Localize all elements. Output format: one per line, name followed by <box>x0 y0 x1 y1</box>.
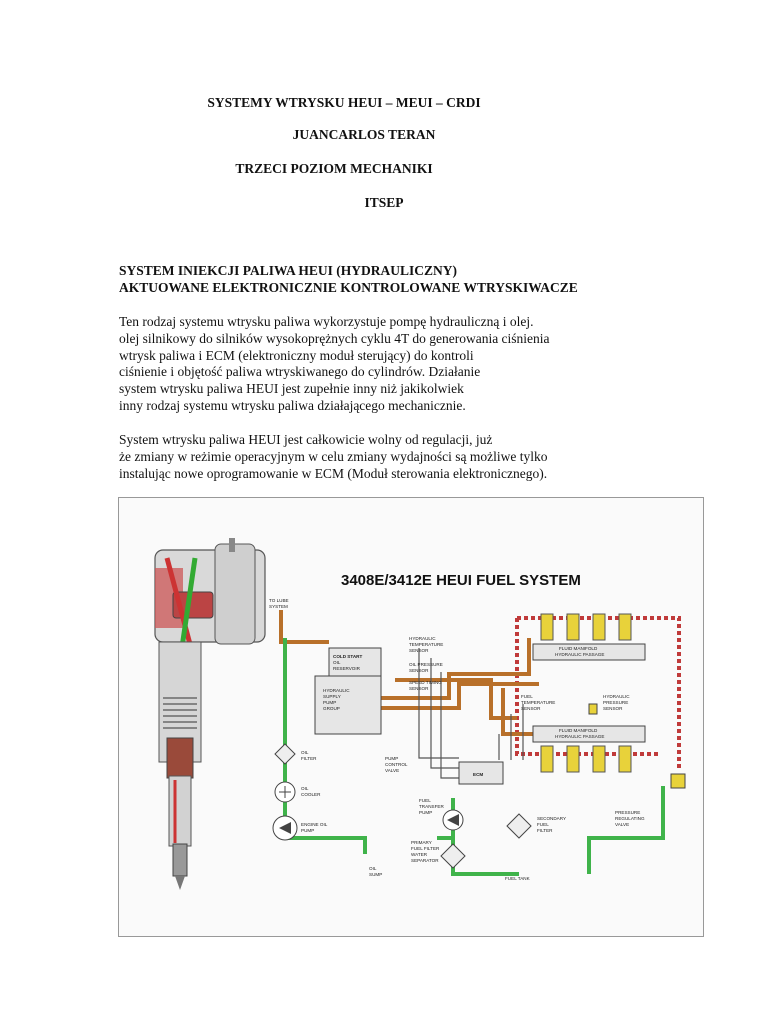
manifold-bottom-label: HYDRAULIC PASSAGE <box>555 734 605 739</box>
fuel-temp-label: TEMPERATURE <box>521 700 556 705</box>
pressure-reg-label: PRESSURE <box>615 810 641 815</box>
paragraph-line: inny rodzaj systemu wtrysku paliwa działającego mechanicznie. <box>119 397 466 413</box>
hydraulic-pressure-sensor <box>589 704 597 714</box>
paragraph-1 <box>119 314 679 415</box>
manifold-top-label: FLUID MANIFOLD <box>559 646 598 651</box>
oil-sump-label: SUMP <box>369 872 383 877</box>
oil-pressure-label: OIL PRESSURE <box>409 662 443 667</box>
paragraph-2 <box>119 432 679 482</box>
injector <box>593 614 605 640</box>
heui-fuel-system-figure <box>118 497 704 937</box>
injector <box>567 614 579 640</box>
pressure-regulating-valve <box>671 774 685 788</box>
injector <box>541 746 553 772</box>
fuel-system-diagram <box>119 498 703 936</box>
hydraulic-pump-block <box>315 676 381 734</box>
manifold-top-label: HYDRAULIC PASSAGE <box>555 652 605 657</box>
injector <box>541 614 553 640</box>
document-title: SYSTEMY WTRYSKU HEUI – MEUI – CRDI <box>207 95 481 110</box>
injector <box>593 746 605 772</box>
primary-filter-label: FUEL FILTER <box>411 846 440 851</box>
fuel-tank-label: FUEL TANK <box>505 876 530 881</box>
fuel-transfer-label: TRANSFER <box>419 804 444 809</box>
engine-oil-pump-label: PUMP <box>301 828 315 833</box>
injector-cutaway <box>155 538 265 890</box>
manifold-bottom-label: FLUID MANIFOLD <box>559 728 598 733</box>
paragraph-line: system wtrysku paliwa HEUI jest zupełnie inny niż jakikolwiek <box>119 381 464 397</box>
cold-start-label: COLD START <box>333 654 363 659</box>
speed-timing-label: SPEED TIMING <box>409 680 442 685</box>
paragraph-line: instalując nowe oprogramowanie w ECM (Moduł sterowania elektronicznego). <box>119 465 548 481</box>
to-lube-label: TO LUBE <box>269 598 289 603</box>
engine-oil-pump-label: ENGINE OIL <box>301 822 328 827</box>
fuel-temp-label: SENSOR <box>521 706 541 711</box>
hydraulic-pressure-label: SENSOR <box>603 706 623 711</box>
hydraulic-temp-label: SENSOR <box>409 648 429 653</box>
hydraulic-pump-label: SUPPLY <box>323 694 341 699</box>
oil-filter <box>275 744 295 764</box>
pump-control-label: CONTROL <box>385 762 408 767</box>
hydraulic-temp-label: TEMPERATURE <box>409 642 444 647</box>
hydraulic-pump-label: HYDRAULIC <box>323 688 350 693</box>
fuel-temp-label: FUEL <box>521 694 533 699</box>
secondary-filter-label: FUEL <box>537 822 549 827</box>
figure-title: 3408E/3412E HEUI FUEL SYSTEM <box>341 572 581 589</box>
pressure-reg-label: VALVE <box>615 822 630 827</box>
hydraulic-pressure-label: HYDRAULIC <box>603 694 630 699</box>
course-level: TRZECI POZIOM MECHANIKI <box>235 161 433 176</box>
paragraph-line: wtrysk paliwa i ECM (elektroniczny moduł sterujący) do kontroli <box>119 347 474 363</box>
section-heading-1: SYSTEM INIEKCJI PALIWA HEUI (HYDRAULICZNY) <box>119 263 458 278</box>
hydraulic-pressure-label: PRESSURE <box>603 700 629 705</box>
speed-timing-label: SENSOR <box>409 686 429 691</box>
fuel-transfer-label: PUMP <box>419 810 433 815</box>
oil-cooler-label: COOLER <box>301 792 321 797</box>
institution: ITSEP <box>364 195 404 210</box>
oil-filter-label: OIL <box>301 750 309 755</box>
ecm-label: ECM <box>473 772 484 777</box>
paragraph-line: że zmiany w reżimie operacyjnym w celu zmiany wydajności są możliwe tylko <box>119 448 548 464</box>
pressure-reg-label: REGULATING <box>615 816 645 821</box>
hydraulic-temp-label: HYDRAULIC <box>409 636 436 641</box>
oil-pressure-label: SENSOR <box>409 668 429 673</box>
primary-filter-label: PRIMARY <box>411 840 432 845</box>
signal-lines <box>419 648 523 778</box>
cold-start-label: OIL <box>333 660 341 665</box>
pump-control-label: VALVE <box>385 768 400 773</box>
primary-fuel-filter <box>441 844 465 868</box>
paragraph-line: Ten rodzaj systemu wtrysku paliwa wykorzystuje pompę hydrauliczną i olej. <box>119 314 534 329</box>
injector <box>619 614 631 640</box>
paragraph-line: ciśnienie i objętość paliwa wtryskiwanego do cylindrów. Działanie <box>119 364 481 380</box>
secondary-filter-label: SECONDARY <box>537 816 567 821</box>
primary-filter-label: WATER <box>411 852 428 857</box>
pump-control-label: PUMP <box>385 756 399 761</box>
paragraph-line: System wtrysku paliwa HEUI jest całkowicie wolny od regulacji, już <box>119 432 493 447</box>
secondary-fuel-filter <box>507 814 531 838</box>
secondary-filter-label: FILTER <box>537 828 553 833</box>
hydraulic-pump-label: GROUP <box>323 706 340 711</box>
paragraph-line: olej silnikowy do silników wysokoprężnych cyklu 4T do generowania ciśnienia <box>119 330 550 346</box>
injector <box>567 746 579 772</box>
oil-sump-label: OIL <box>369 866 377 871</box>
author-name: JUANCARLOS TERAN <box>292 127 436 142</box>
cold-start-label: RESERVOIR <box>333 666 360 671</box>
oil-cooler-label: OIL <box>301 786 309 791</box>
oil-filter-label: FILTER <box>301 756 317 761</box>
hydraulic-pump-label: PUMP <box>323 700 337 705</box>
section-heading-2: AKTUOWANE ELEKTRONICZNIE KONTROLOWANE WTRYSKIWACZE <box>119 280 578 295</box>
injector <box>619 746 631 772</box>
primary-filter-label: SEPARATOR <box>411 858 439 863</box>
to-lube-label: SYSTEM <box>269 604 288 609</box>
fuel-transfer-label: FUEL <box>419 798 431 803</box>
